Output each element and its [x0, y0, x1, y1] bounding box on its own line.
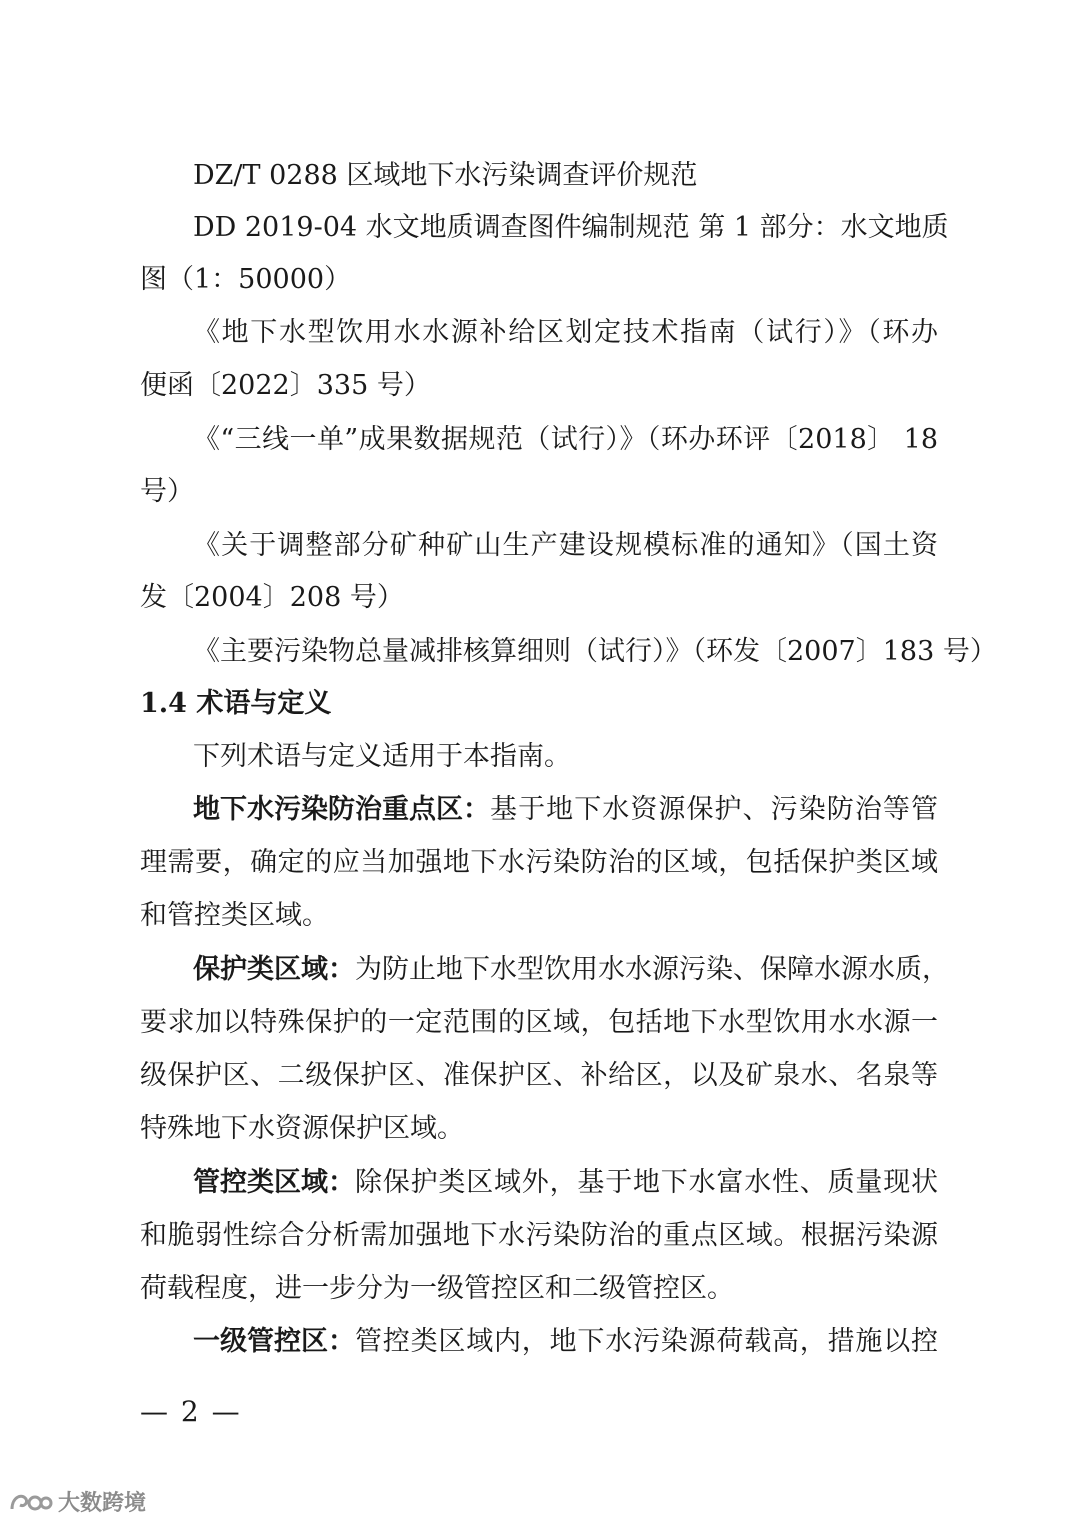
term-1-line-1: 基于地下水资源保护、污染防治等管 — [490, 794, 938, 825]
term-4-label: 一级管控区： — [193, 1326, 355, 1357]
term-3-line-1: 除保护类区域外，基于地下水富水性、质量现状 — [355, 1167, 938, 1198]
term-1-line-3: 和管控类区域。 — [140, 900, 329, 931]
term-4-first-line — [193, 1322, 938, 1362]
watermark — [8, 1486, 146, 1517]
term-2-line-3: 级保护区、二级保护区、准保护区、补给区，以及矿泉水、名泉等 — [140, 1060, 938, 1091]
term-2-first-line — [193, 950, 949, 990]
term-3-label: 管控类区域： — [193, 1167, 355, 1198]
reference-2-line-2: 图（1：50000） — [140, 264, 352, 295]
reference-4-line-2: 号） — [140, 476, 194, 507]
term-2-line-2: 要求加以特殊保护的一定范围的区域，包括地下水型饮用水水源一 — [140, 1007, 938, 1038]
section-intro: 下列术语与定义适用于本指南。 — [193, 741, 571, 772]
reference-6: 《主要污染物总量减排核算细则（试行）》（环发〔2007〕183 号） — [193, 636, 997, 667]
reference-2-line-1: DD 2019-04 水文地质调查图件编制规范 第 1 部分：水文地质 — [193, 212, 949, 243]
section-heading: 1.4 术语与定义 — [140, 688, 332, 719]
reference-3-line-1: 《地下水型饮用水水源补给区划定技术指南（试行）》（环办 — [193, 317, 938, 348]
reference-5-line-1: 《关于调整部分矿种矿山生产建设规模标准的通知》（国土资 — [193, 530, 938, 561]
term-1-line-2: 理需要，确定的应当加强地下水污染防治的区域，包括保护类区域 — [140, 847, 938, 878]
term-3-line-3: 荷载程度，进一步分为一级管控区和二级管控区。 — [140, 1273, 734, 1304]
reference-3-line-2: 便函〔2022〕335 号） — [140, 370, 431, 401]
term-4-line-1: 管控类区域内，地下水污染源荷载高，措施以控 — [355, 1326, 938, 1357]
term-1-first-line — [193, 790, 938, 830]
term-2-line-4: 特殊地下水资源保护区域。 — [140, 1113, 464, 1144]
page-number: — 2 — — [140, 1395, 242, 1428]
reference-5-line-2: 发〔2004〕208 号） — [140, 582, 404, 613]
term-2-label: 保护类区域： — [193, 954, 355, 985]
term-3-line-2: 和脆弱性综合分析需加强地下水污染防治的重点区域。根据污染源 — [140, 1220, 938, 1251]
logo-icon — [8, 1487, 54, 1517]
term-2-line-1: 为防止地下水型饮用水水源污染、保障水源水质， — [355, 954, 949, 985]
watermark-text: 大数跨境 — [58, 1491, 147, 1516]
term-1-label: 地下水污染防治重点区： — [193, 794, 490, 825]
reference-4-line-1: 《“三线一单”成果数据规范（试行）》（环办环评〔2018〕 18 — [193, 424, 938, 455]
reference-1: DZ/T 0288 区域地下水污染调查评价规范 — [193, 160, 698, 191]
term-3-first-line — [193, 1163, 938, 1203]
